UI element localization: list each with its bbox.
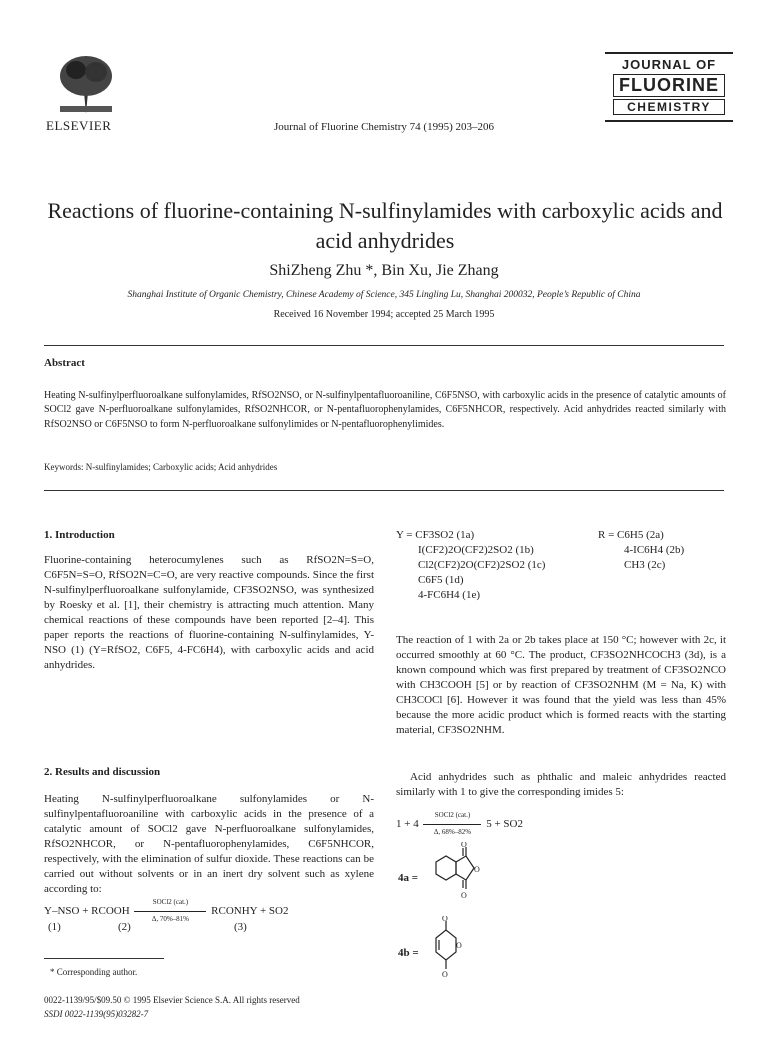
results-body-right: The reaction of 1 with 2a or 2b takes place at 150 °C; however with 2c, it occurred smoothly at 60 °C. The product, CF3SO2NHCOCH3 (3d), is a known compound which was first prepared by treatment of CF3SO2NCO with CH3COOH [5] or by reaction of CF3SO2NHM (M = Na, K) with CH3COCl [6]. However it was found that the yield was less than 45% because the more acidic product which is formed reacts with the starting material, CF3SO2NHM. (396, 634, 726, 736)
eq1-below: Δ, 70%–81% (151, 914, 189, 923)
compound-4b-label: 4b = (398, 947, 419, 959)
received-dates: Received 16 November 1994; accepted 25 March 1995 (273, 309, 495, 320)
svg-text:O: O (442, 970, 448, 978)
divider (44, 490, 724, 491)
maleic-anhydride-structure (428, 916, 468, 978)
r-item: R = C6H5 (2a) (598, 529, 664, 541)
divider (44, 345, 724, 346)
journal-logo (605, 52, 733, 126)
compound-4a-label: 4a = (398, 872, 419, 884)
footnote: * Corresponding author. (50, 967, 138, 977)
y-item: C6F5 (1d) (418, 574, 464, 586)
footnote-divider (44, 958, 164, 959)
equation-2 (396, 810, 726, 836)
intro-heading: 1. Introduction (44, 529, 115, 541)
svg-text:O: O (474, 865, 480, 874)
eq1-left: Y–NSO + RCOOH (44, 905, 130, 917)
eq1-label-1: (1) (48, 921, 61, 933)
results-body: Heating N-sulfinylperfluoroalkane sulfonylamides or N-sulfinylpentafluoroaniline with carboxylic acids in the presence of a catalytic amount of SOCl2 gave N-perfluoroalkane sulfonylamides, RfSO2NHCOR, or N-pentafluorophenylamides, C6F5NHCOR, respectively, with the elimination of sulfur dioxide. These reactions can be carried out without solvents or in an inert dry solvent such as xylene according to: (44, 793, 374, 895)
elsevier-tree-logo (56, 54, 116, 116)
logo-line-2: FLUORINE (613, 74, 725, 97)
paper-title: Reactions of fluorine-containing N-sulfinylamides with carboxylic acids and acid anhydrides (47, 198, 723, 253)
eq1-above: SOCl2 (cat.) (152, 897, 189, 906)
phthalic-anhydride-structure (428, 842, 484, 904)
equation-1 (44, 897, 374, 937)
intro-body: Fluorine-containing heterocumylenes such as RfSO2N=S=O, C6F5N=S=O, RfSO2N=C=O, are very reactive compounds. Since the first N-sulfinylperfluoroalkane sulfonylamide, CF3SO2NSO, was synthesized by Roesky et al. [1], their chemistry is attracting much attention. Many chemical reactions of these compounds have been reported [2–4]. This paper reports the reactions of fluorine-containing N-sulfinylamides, Y-NSO (1) (Y=RfSO2, C6F5, 4-FC6H4), with carboxylic acids and acid anhydrides. (44, 554, 374, 671)
reaction-arrow (134, 911, 206, 912)
y-item: I(CF2)2O(CF2)2SO2 (1b) (418, 544, 534, 556)
results-heading: 2. Results and discussion (44, 766, 161, 778)
y-substituent-list (396, 528, 596, 603)
svg-text:O: O (456, 941, 462, 950)
issn-line-1: 0022-1139/95/$09.50 © 1995 Elsevier Science S.A. All rights reserved (44, 995, 300, 1005)
abstract-body: Heating N-sulfinylperfluoroalkane sulfonylamides, RfSO2NSO, or N-sulfinylpentafluoroaniline, C6F5NSO, with carboxylic acids in the presence of catalytic amounts of SOCl2 gave N-perfluoroalkane sulfonylamides, RfSO2NHCOR, or N-pentafluorophenylamides, C6F5NHCOR, respectively. Acid anhydrides reacted similarly with RfSO2NSO or C6F5NSO to form N-perfluoroalkane sulfonylimides or N-pentafluorophenylimides. (44, 390, 726, 430)
logo-line-3: CHEMISTRY (613, 99, 725, 115)
r-substituent-list (598, 528, 728, 573)
affiliation: Shanghai Institute of Organic Chemistry, Chinese Academy of Science, 345 Lingling Lu, Shanghai 200032, People’s Republic of China (127, 290, 641, 300)
r-item: CH3 (2c) (624, 559, 666, 571)
eq1-label-2: (2) (118, 921, 131, 933)
abstract-heading: Abstract (44, 357, 85, 369)
eq2-below: Δ, 68%–82% (433, 827, 472, 836)
eq1-right: RCONHY + SO2 (211, 905, 289, 917)
svg-text:O: O (461, 891, 467, 900)
journal-citation: Journal of Fluorine Chemistry 74 (1995) 203–206 (274, 121, 494, 133)
eq2-left: 1 + 4 (396, 818, 419, 830)
svg-text:O: O (442, 916, 448, 923)
eq2-above: SOCl2 (cat.) (434, 810, 471, 819)
eq1-label-3: (3) (234, 921, 247, 933)
issn-block (44, 993, 300, 1021)
authors: ShiZheng Zhu *, Bin Xu, Jie Zhang (269, 262, 499, 279)
r-item: 4-IC6H4 (2b) (624, 544, 685, 556)
y-item: Y = CF3SO2 (1a) (396, 529, 475, 541)
keywords: Keywords: N-sulfinylamides; Carboxylic acids; Acid anhydrides (44, 462, 278, 472)
y-item: 4-FC6H4 (1e) (418, 589, 481, 601)
publisher-name: ELSEVIER (46, 118, 112, 133)
issn-line-2: SSDI 0022-1139(95)03282-7 (44, 1009, 149, 1019)
results-body-right-2: Acid anhydrides such as phthalic and maleic anhydrides reacted similarly with 1 to give the corresponding imides 5: (396, 771, 726, 798)
y-item: Cl2(CF2)2O(CF2)2SO2 (1c) (418, 559, 546, 571)
reaction-arrow (423, 824, 481, 825)
svg-text:O: O (461, 842, 467, 849)
eq2-right: 5 + SO2 (486, 818, 523, 830)
logo-line-1: JOURNAL OF (621, 57, 717, 72)
